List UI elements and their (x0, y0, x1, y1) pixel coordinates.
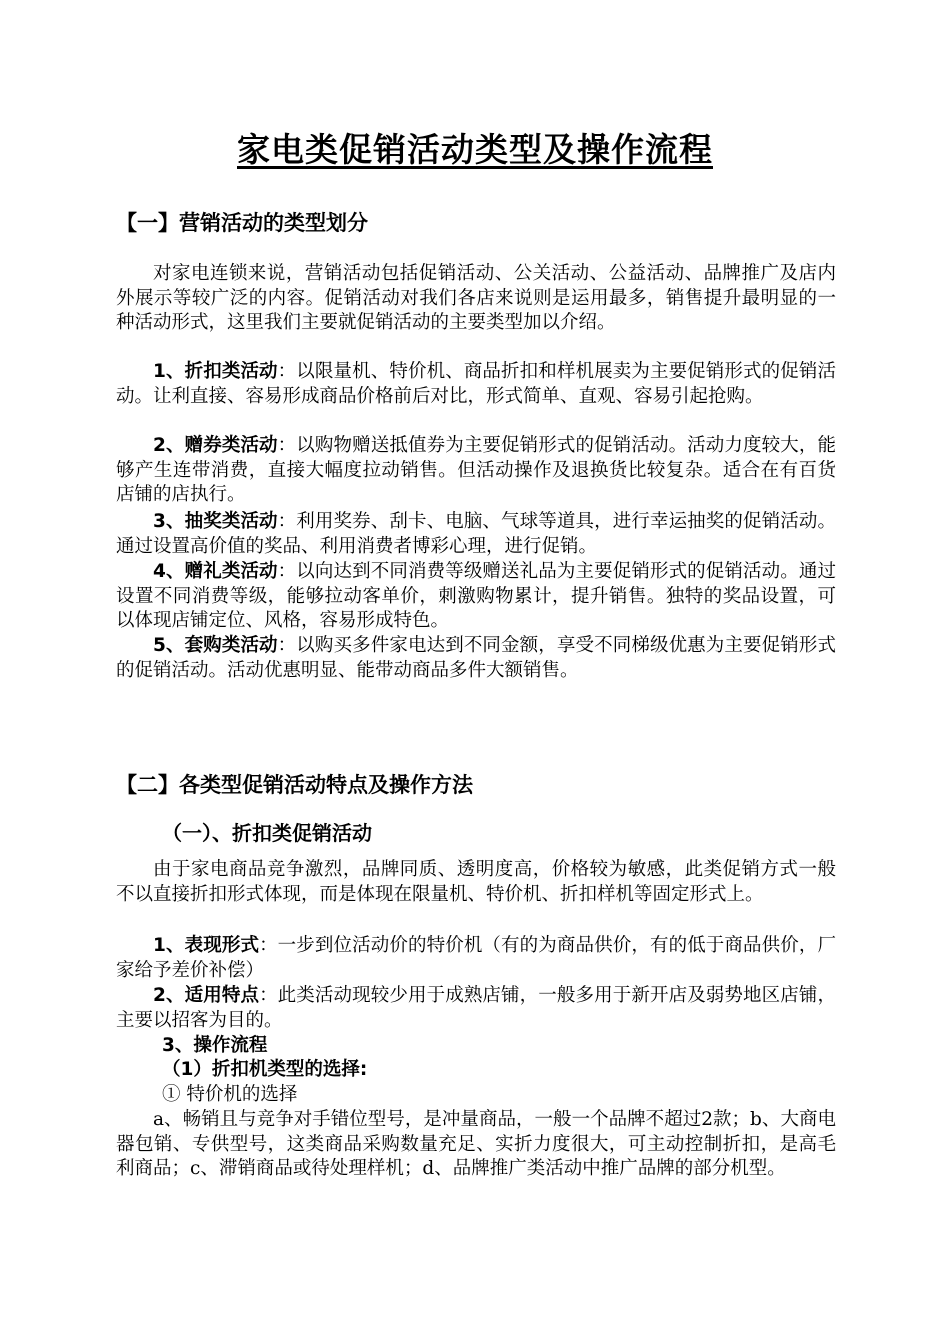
section1-item-3 (116, 510, 836, 559)
step1-subheading: ① 特价机的选择 (162, 1084, 298, 1105)
step1-heading: （1）折扣机类型的选择: (162, 1059, 368, 1080)
section1-intro: 对家电连锁来说，营销活动包括促销活动、公关活动、公益活动、品牌推广及店内外展示等较广泛的内容。促销活动对我们各店来说则是运用最多，销售提升最明显的一种活动形式，这里我们主要就促销活动的主要类型加以介绍。 (116, 263, 836, 333)
section1-item-5 (116, 634, 836, 683)
feature-paragraph (116, 984, 836, 1033)
item-text: ：以购物赠送抵值券为主要促销形式的促销活动。活动力度较大，能够产生连带消费，直接大幅度拉动销售。但活动操作及退换货比较复杂。适合在有百货店铺的店执行。 (116, 435, 836, 505)
item-text: ：以限量机、特价机、商品折扣和样机展卖为主要促销形式的促销活动。让利直接、容易形成商品价格前后对比，形式简单、直观、容易引起抢购。 (116, 361, 836, 407)
form-paragraph (116, 934, 836, 983)
document-title: 家电类促销活动类型及操作流程 (237, 130, 713, 169)
section1-item-1 (116, 360, 836, 409)
section1-item-2 (116, 434, 836, 508)
item-label: 1、折扣类活动 (153, 361, 278, 382)
feature-label: 2、适用特点 (153, 985, 260, 1006)
process-heading: 3、操作流程 (162, 1035, 268, 1056)
section1-heading: 【一】营销活动的类型划分 (116, 211, 368, 235)
feature-text: ：此类活动现较少用于成熟店铺，一般多用于新开店及弱势地区店铺，主要以招客为目的。 (116, 985, 836, 1031)
item-text: ：利用奖券、刮卡、电脑、气球等道具，进行幸运抽奖的促销活动。通过设置高价值的奖品、利用消费者博彩心理，进行促销。 (116, 511, 836, 557)
item-text: ：以向达到不同消费等级赠送礼品为主要促销形式的促销活动。通过设置不同消费等级，能够拉动客单价，刺激购物累计，提升销售。独特的奖品设置，可以体现店铺定位、风格，容易形成特色。 (116, 561, 836, 631)
step1-text: a、畅销且与竞争对手错位型号，是冲量商品，一般一个品牌不超过2款；b、大商电器包销、专供型号，这类商品采购数量充足、实折力度很大，可主动控制折扣，是高毛利商品；c、滞销商品或待处理样机；d、品牌推广类活动中推广品牌的部分机型。 (116, 1109, 836, 1179)
item-label: 3、抽奖类活动 (153, 511, 278, 532)
form-label: 1、表现形式 (153, 935, 260, 956)
form-text: ：一步到位活动价的特价机（有的为商品供价，有的低于商品供价，厂家给予差价补偿） (116, 935, 836, 981)
section1-item-4 (116, 560, 836, 634)
item-label: 5、套购类活动 (153, 635, 278, 656)
section2-intro: 由于家电商品竞争激烈，品牌同质、透明度高，价格较为敏感，此类促销方式一般不以直接折扣形式体现，而是体现在限量机、特价机、折扣样机等固定形式上。 (116, 859, 836, 905)
item-label: 2、赠券类活动 (153, 435, 278, 456)
section2-heading: 【二】各类型促销活动特点及操作方法 (116, 773, 473, 797)
item-label: 4、赠礼类活动 (153, 561, 278, 582)
item-text: ：以购买多件家电达到不同金额，享受不同梯级优惠为主要促销形式的促销活动。活动优惠明显、能带动商品多件大额销售。 (116, 635, 836, 681)
section2-subheading: （一）、折扣类促销活动 (162, 821, 372, 845)
